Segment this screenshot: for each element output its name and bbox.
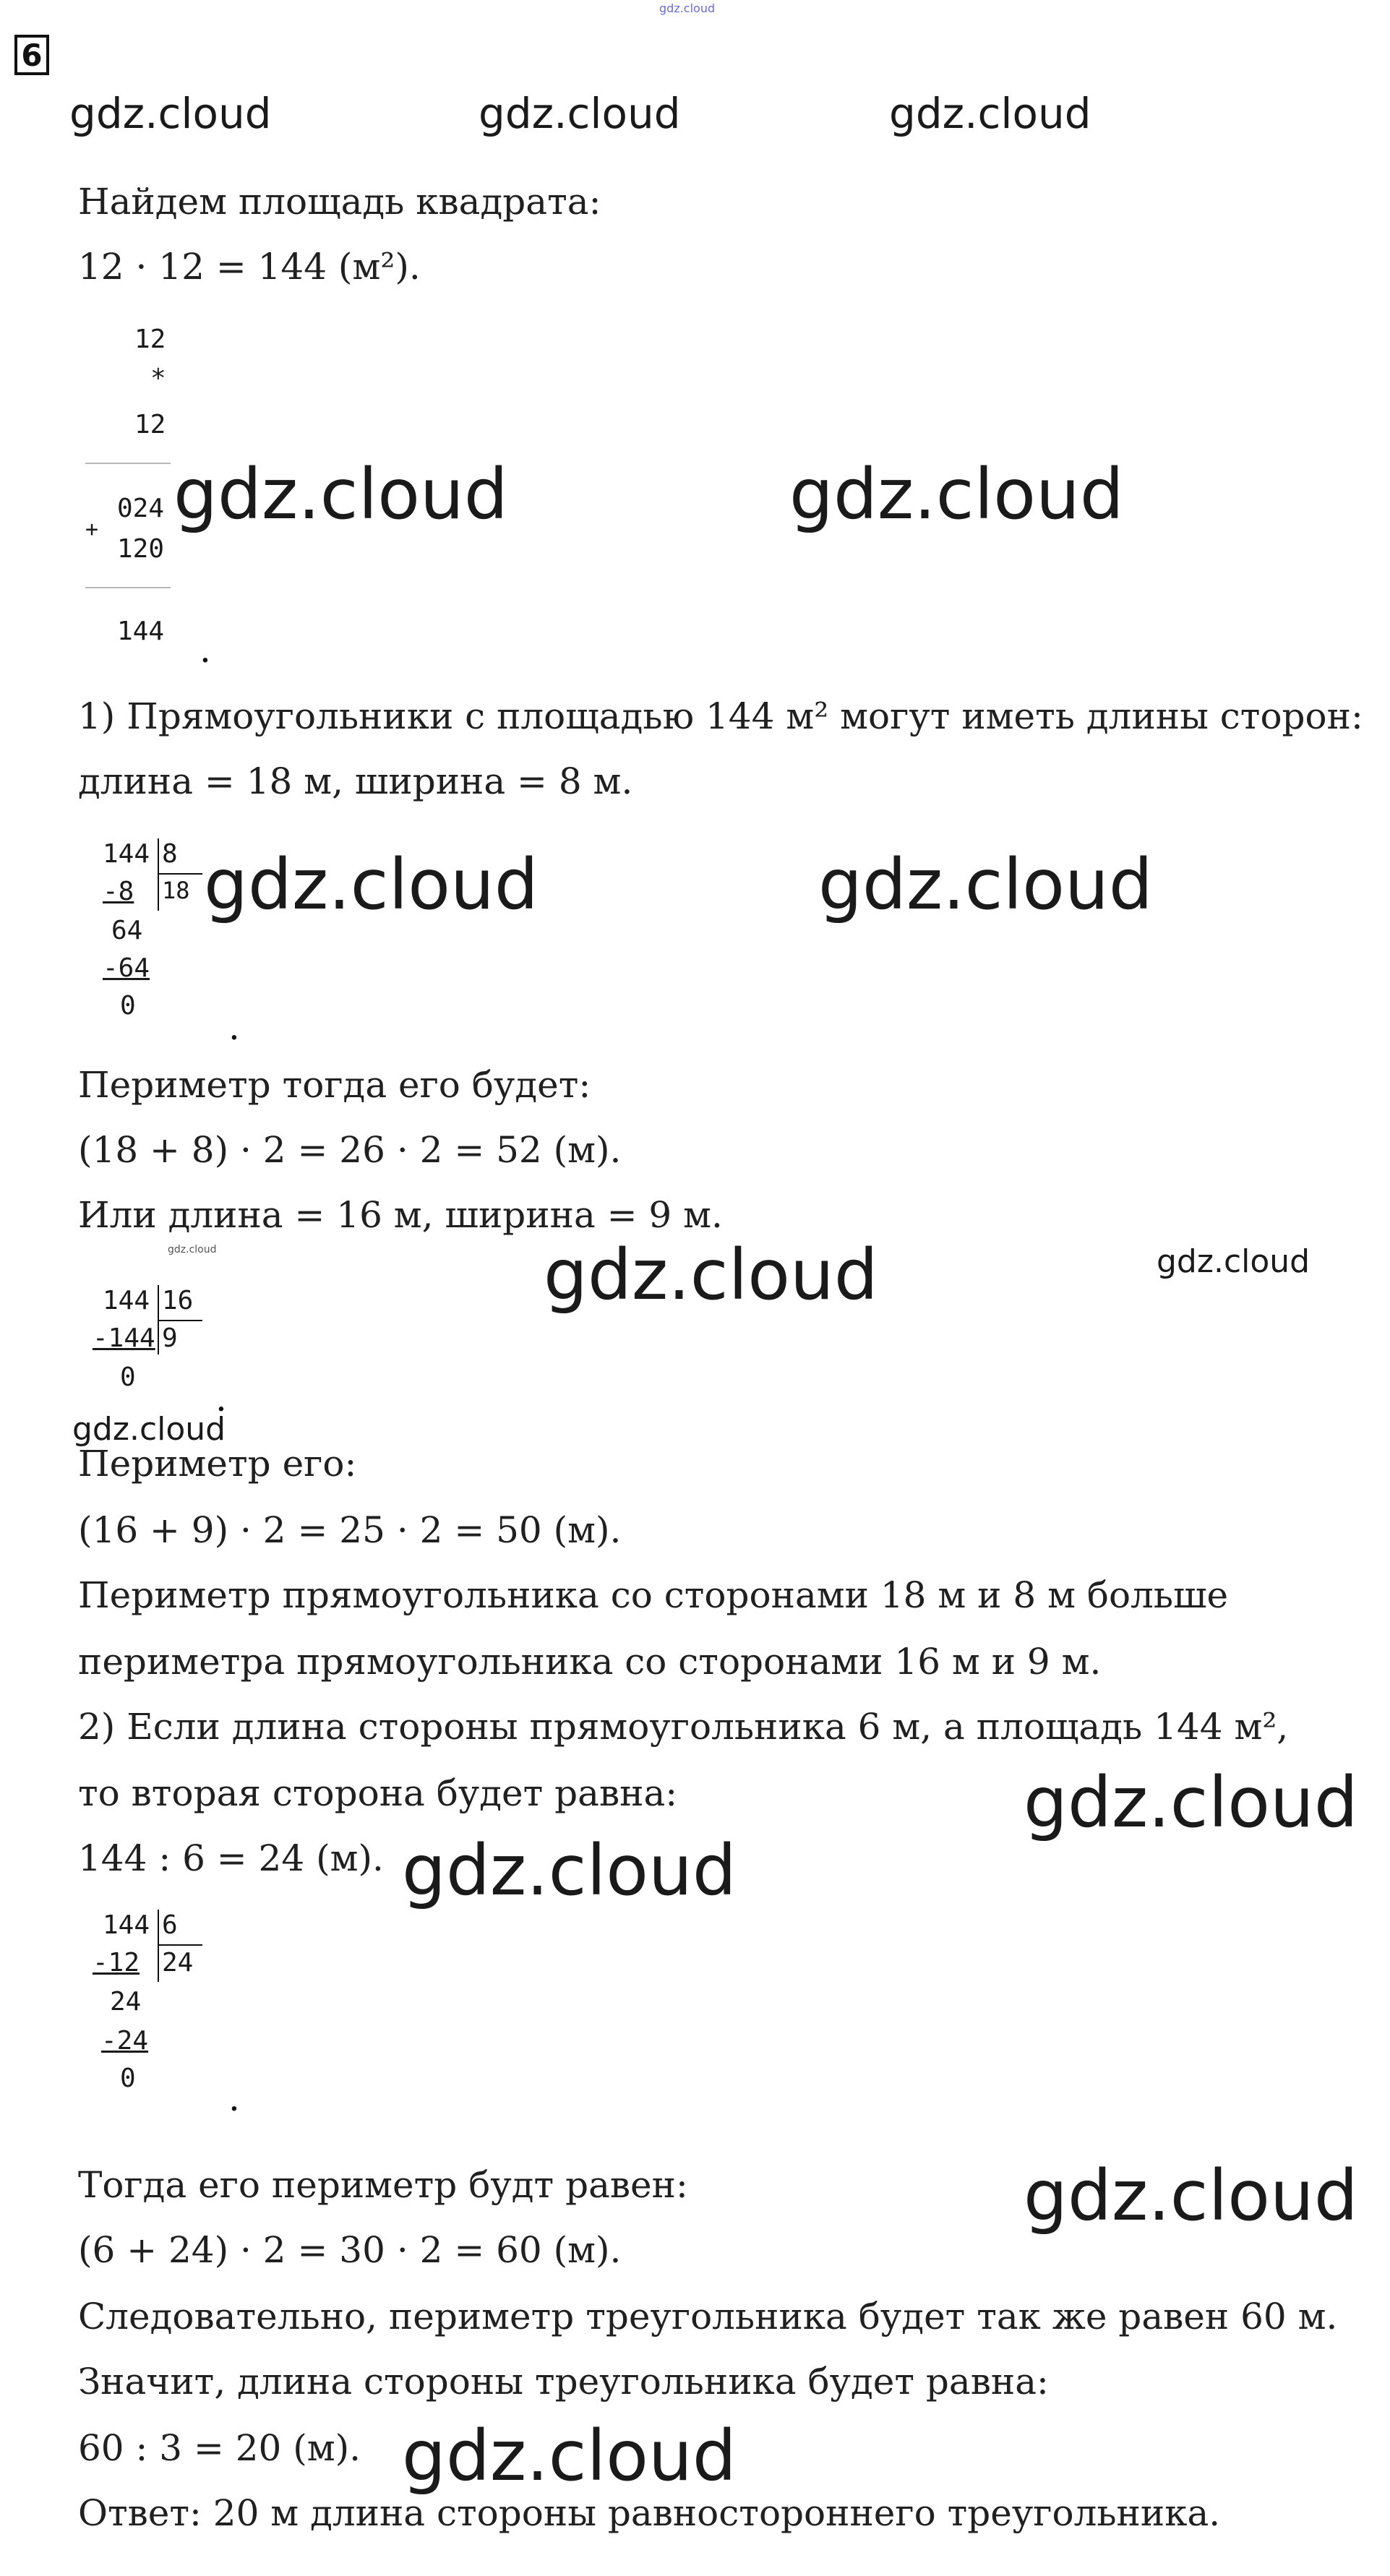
text-line: Найдем площадь квадрата: — [78, 181, 601, 223]
text-line: 144 : 6 = 24 (м). — [78, 1837, 384, 1879]
calc-rule — [159, 1320, 202, 1321]
calc-rule — [159, 1944, 202, 1946]
calc-subtract: -8 — [103, 877, 134, 906]
watermark: gdz.cloud — [204, 844, 539, 925]
calc-divisor: 6 — [162, 1910, 178, 1940]
watermark: gdz.cloud — [173, 454, 508, 535]
calc-remainder: 64 — [111, 916, 143, 945]
top-watermark: gdz.cloud — [659, 1, 716, 15]
calc-result: 0 — [120, 1362, 136, 1392]
text-line: Периметр тогда его будет: — [78, 1064, 591, 1106]
text-line: (6 + 24) · 2 = 30 · 2 = 60 (м). — [78, 2229, 622, 2271]
calc-divider — [158, 838, 159, 911]
watermark: gdz.cloud — [479, 89, 681, 138]
calc-subtract: -64 — [103, 953, 150, 983]
text-line: 1) Прямоугольники с площадью 144 м² могут иметь длины сторон: — [78, 695, 1363, 737]
text-line: (16 + 9) · 2 = 25 · 2 = 50 (м). — [78, 1509, 622, 1551]
watermark: gdz.cloud — [789, 454, 1124, 535]
calc-divider — [158, 1910, 159, 1982]
text-line: Следовательно, периметр треугольника будет так же равен 60 м. — [78, 2296, 1338, 2337]
calc-dividend: 144 — [103, 1910, 150, 1940]
calc-operand: 12 — [134, 325, 166, 354]
period: . — [228, 2077, 240, 2119]
text-line: Значит, длина стороны треугольника будет равна: — [78, 2361, 1049, 2403]
period: . — [215, 1378, 227, 1420]
task-number-badge: 6 — [14, 35, 49, 75]
calc-operator: * — [150, 364, 166, 393]
calc-rule — [85, 587, 171, 588]
calc-remainder: 24 — [110, 1987, 142, 2017]
calc-divisor: 8 — [162, 839, 178, 869]
text-line: 60 : 3 = 20 (м). — [78, 2427, 361, 2469]
watermark: gdz.cloud — [72, 1411, 226, 1448]
calc-result: 0 — [120, 991, 136, 1021]
text-line: Периметр его: — [78, 1443, 357, 1485]
calc-subtract: -144 — [93, 1323, 155, 1353]
calc-quotient: 18 — [162, 877, 190, 904]
text-line: Периметр прямоугольника со сторонами 18 м и 8 м больше — [78, 1574, 1229, 1616]
calc-plus: + — [85, 517, 99, 542]
calc-divisor: 16 — [162, 1286, 194, 1315]
period: . — [228, 1006, 240, 1048]
watermark: gdz.cloud — [168, 1244, 217, 1255]
calc-subtract: -12 — [93, 1948, 140, 1978]
watermark: gdz.cloud — [402, 2416, 737, 2496]
calc-quotient: 24 — [162, 1948, 194, 1978]
text-line: Или длина = 16 м, ширина = 9 м. — [78, 1194, 723, 1236]
text-line: периметра прямоугольника со сторонами 16 м и 9 м. — [78, 1641, 1102, 1683]
watermark: gdz.cloud — [1024, 2155, 1358, 2236]
calc-result: 0 — [120, 2064, 136, 2093]
text-line: длина = 18 м, ширина = 8 м. — [78, 760, 633, 802]
period: . — [200, 629, 211, 671]
calc-result: 144 — [117, 617, 165, 646]
text-line: Ответ: 20 м длина стороны равностороннего треугольника. — [78, 2492, 1221, 2534]
watermark: gdz.cloud — [1024, 1762, 1358, 1843]
calc-rule — [85, 463, 171, 464]
text-line: (18 + 8) · 2 = 26 · 2 = 52 (м). — [78, 1129, 622, 1171]
watermark: gdz.cloud — [1157, 1243, 1310, 1280]
text-line: Тогда его периметр будт равен: — [78, 2164, 688, 2206]
text-line: 2) Если длина стороны прямоугольника 6 м, а площадь 144 м², — [78, 1706, 1289, 1748]
calc-partial: 120 — [117, 534, 165, 564]
calc-subtract: -24 — [101, 2026, 149, 2056]
watermark: gdz.cloud — [544, 1235, 878, 1315]
calc-quotient: 9 — [162, 1323, 178, 1353]
calc-rule — [159, 873, 202, 875]
calc-dividend: 144 — [103, 839, 150, 869]
watermark: gdz.cloud — [818, 844, 1153, 925]
calc-dividend: 144 — [103, 1286, 150, 1315]
calc-partial: 024 — [117, 494, 165, 523]
text-line: то вторая сторона будет равна: — [78, 1772, 678, 1814]
watermark: gdz.cloud — [889, 89, 1091, 138]
watermark: gdz.cloud — [69, 89, 272, 138]
text-line: 12 · 12 = 144 (м²). — [78, 246, 421, 288]
watermark: gdz.cloud — [402, 1830, 737, 1911]
calc-operand: 12 — [134, 410, 166, 439]
